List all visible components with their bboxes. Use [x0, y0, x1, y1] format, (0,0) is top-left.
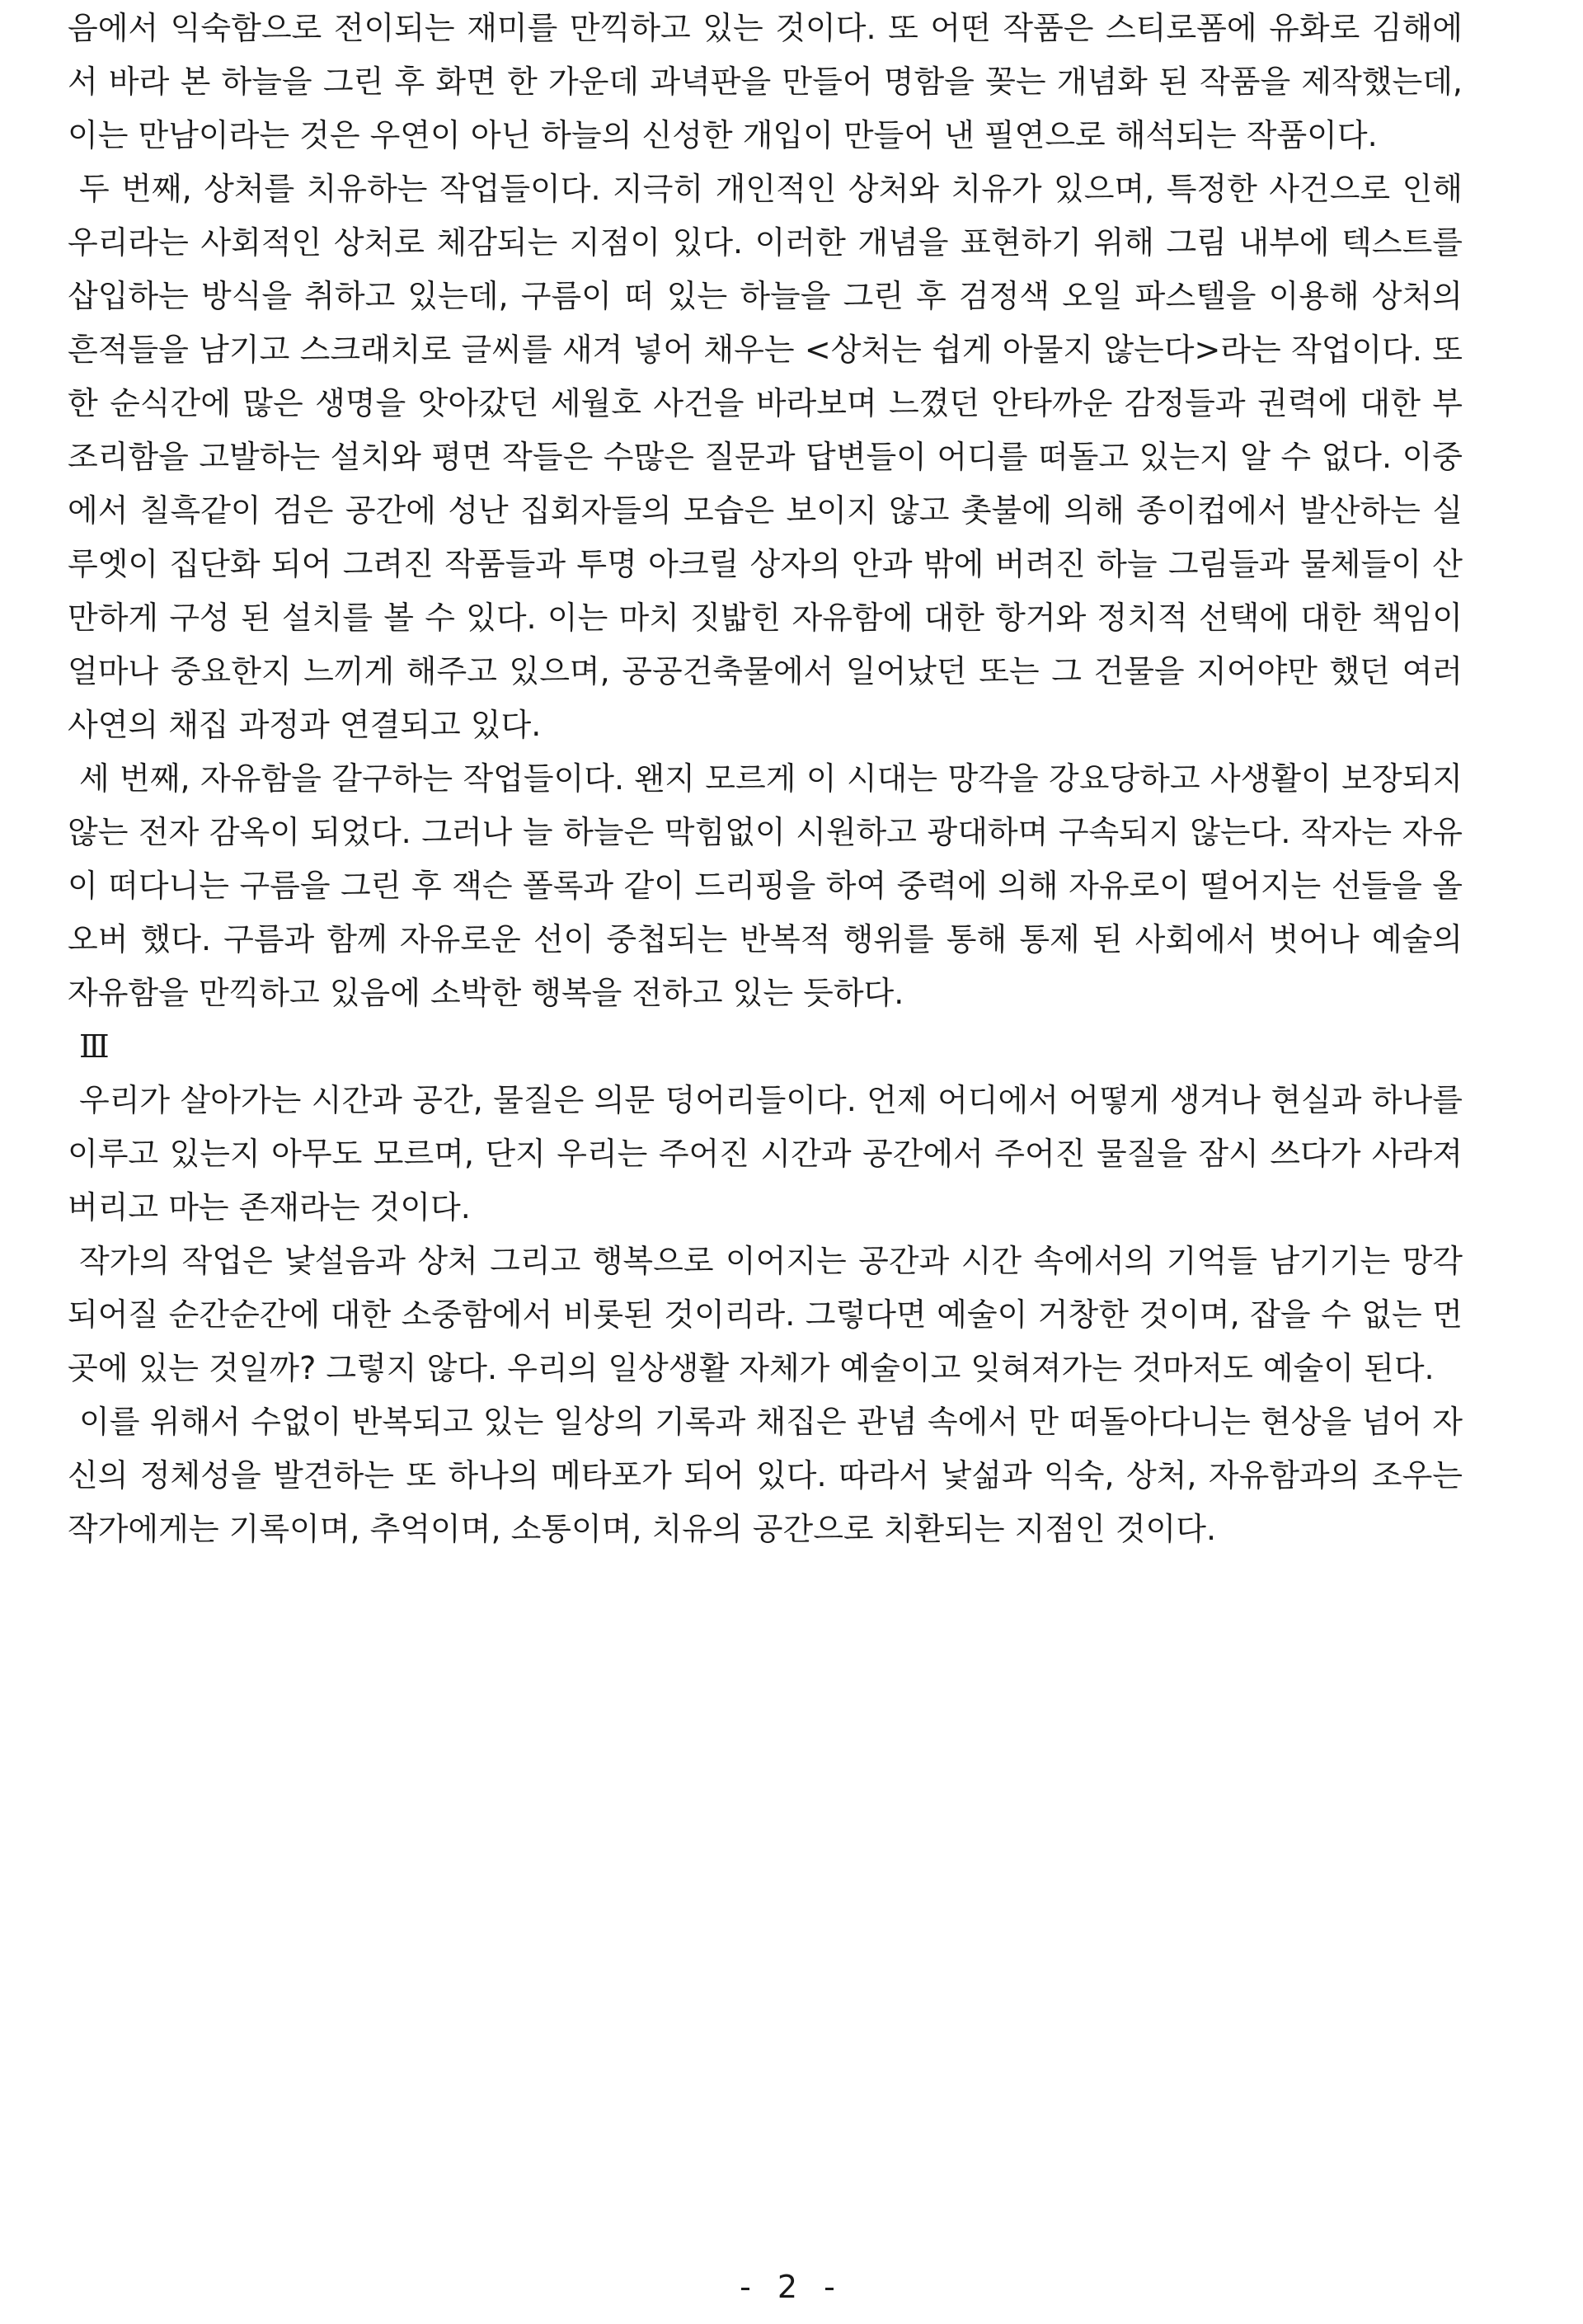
- paragraph-4: 우리가 살아가는 시간과 공간, 물질은 의문 덩어리들이다. 언제 어디에서 어떻게 생겨나 현실과 하나를 이루고 있는지 아무도 모르며, 단지 우리는 주어진 시간과 공간에서 주어진 물질을 잠시 쓰다가 사라져 버리고 마는 존재라는 것이다.: [68, 1082, 1463, 1226]
- page-number: - 2 -: [740, 2269, 843, 2305]
- paragraph-2: 두 번째, 상처를 치유하는 작업들이다. 지극히 개인적인 상처와 치유가 있으며, 특정한 사건으로 인해 우리라는 사회적인 상처로 체감되는 지점이 있다. 이러한 개념을 표현하기 위해 그림 내부에 텍스트를 삽입하는 방식을 취하고 있는데, 구름이 떠 있는 하늘을 그린 후 검정색 오일 파스텔을 이용해 상처의 흔적들을 남기고 스크래치로 글씨를 새겨 넣어 채우는 <상처는 쉽게 아물지 않는다>라는 작업이다. 또한 순식간에 많은 생명을 앗아갔던 세월호 사건을 바라보며 느꼈던 안타까운 감정들과 권력에 대한 부조리함을 고발하는 설치와 평면 작들은 수많은 질문과 답변들이 어디를 떠돌고 있는지 알 수 없다. 이중에서 칠흑같이 검은 공간에 성난 집회자들의 모습은 보이지 않고 촛불에 의해 종이컵에서 발산하는 실루엣이 집단화 되어 그려진 작품들과 투명 아크릴 상자의 안과 밖에 버려진 하늘 그림들과 물체들이 산만하게 구성 된 설치를 볼 수 있다. 이는 마치 짓밟힌 자유함에 대한 항거와 정치적 선택에 대한 책임이 얼마나 중요한지 느끼게 해주고 있으며, 공공건축물에서 일어났던 또는 그 건물을 지어야만 했던 여러 사연의 채집 과정과 연결되고 있다.: [68, 171, 1463, 743]
- paragraph-5: 작가의 작업은 낯설음과 상처 그리고 행복으로 이어지는 공간과 시간 속에서의 기억들 남기기는 망각되어질 순간순간에 대한 소중함에서 비롯된 것이리라. 그렇다면 예술이 거창한 것이며, 잡을 수 없는 먼 곳에 있는 것일까? 그렇지 않다. 우리의 일상생활 자체가 예술이고 잊혀져가는 것마저도 예술이 된다.: [68, 1243, 1463, 1386]
- body-text: [68, 2, 1463, 1556]
- section-heading: Ⅲ: [79, 1028, 110, 1065]
- paragraph-6: 이를 위해서 수없이 반복되고 있는 일상의 기록과 채집은 관념 속에서 만 떠돌아다니는 현상을 넘어 자신의 정체성을 발견하는 또 하나의 메타포가 되어 있다. 따라서 낯섦과 익숙, 상처, 자유함과의 조우는 작가에게는 기록이며, 추억이며, 소통이며, 치유의 공간으로 치환되는 지점인 것이다.: [68, 1404, 1463, 1547]
- paragraph-1: 음에서 익숙함으로 전이되는 재미를 만끽하고 있는 것이다. 또 어떤 작품은 스티로폼에 유화로 김해에서 바라 본 하늘을 그린 후 화면 한 가운데 과녁판을 만들어 명함을 꽂는 개념화 된 작품을 제작했는데, 이는 만남이라는 것은 우연이 아닌 하늘의 신성한 개입이 만들어 낸 필연으로 해석되는 작품이다.: [68, 10, 1463, 153]
- paragraph-3: 세 번째, 자유함을 갈구하는 작업들이다. 왠지 모르게 이 시대는 망각을 강요당하고 사생활이 보장되지 않는 전자 감옥이 되었다. 그러나 늘 하늘은 막힘없이 시원하고 광대하며 구속되지 않는다. 작자는 자유이 떠다니는 구름을 그린 후 잭슨 폴록과 같이 드리핑을 하여 중력에 의해 자유로이 떨어지는 선들을 올 오버 했다. 구름과 함께 자유로운 선이 중첩되는 반복적 행위를 통해 통제 된 사회에서 벗어나 예술의 자유함을 만끽하고 있음에 소박한 행복을 전하고 있는 듯하다.: [68, 760, 1463, 1011]
